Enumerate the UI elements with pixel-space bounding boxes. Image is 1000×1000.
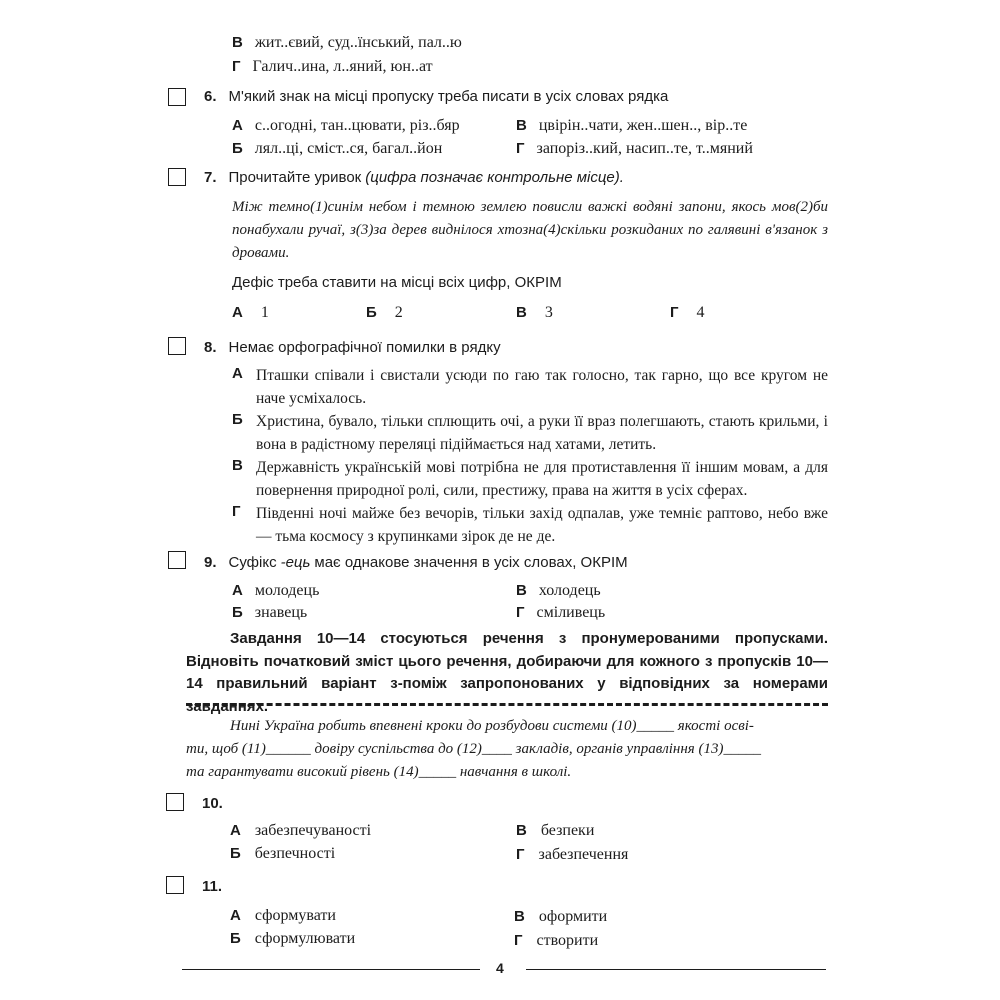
question-text: М'який знак на місці пропуску треба писати в усіх словах рядка xyxy=(228,88,669,105)
option-text: холодець xyxy=(538,582,601,599)
option-text: Південні ночі майже без вечорів, тільки захід одпалав, уже темніє раптово, небо вже — тьма космосу з крупинками зірок де не де. xyxy=(256,505,828,545)
dashed-divider xyxy=(186,703,828,706)
q9-stem xyxy=(204,554,628,572)
q10-option-b[interactable] xyxy=(230,845,335,863)
footer-rule-right xyxy=(526,969,826,970)
option-text: сформувати xyxy=(254,907,336,924)
option-letter: Б xyxy=(232,140,243,157)
option-letter: Г xyxy=(670,304,679,321)
q11-option-v[interactable] xyxy=(514,908,607,926)
q7-passage: Між темно(1)синім небом і темною землею повисли важкі водяні запони, якось мов(2)би понабухали ручаї, з(3)за дерев виднілося хтозна(4)скільки розкиданих по галявині в'язанок з дровами. xyxy=(232,199,828,261)
q9-option-v[interactable] xyxy=(516,582,601,600)
q10-option-a[interactable] xyxy=(230,822,371,840)
q6-option-v[interactable] xyxy=(516,117,747,135)
option-text: Христина, бувало, тільки сплющить очі, а руки її враз полегшають, стають крильми, і вона в радістному переляці підіймається над хатами, летить. xyxy=(256,413,828,453)
option-letter: А xyxy=(232,582,243,599)
q7-question: Дефіс треба ставити на місці всіх цифр, ОКРІМ xyxy=(232,274,562,291)
option-text: Пташки співали і свистали усюди по гаю так голосно, так гарно, що все кругом не наче усміхалось. xyxy=(256,367,828,407)
q7-option-v[interactable] xyxy=(516,304,553,322)
question-text: Прочитайте уривок xyxy=(228,169,362,186)
q7-option-b[interactable] xyxy=(366,304,403,322)
q9-answer-checkbox[interactable] xyxy=(168,551,186,569)
q10-option-g[interactable] xyxy=(516,846,628,864)
option-text: лял..ці, сміст..ся, багал..йон xyxy=(254,140,443,157)
q10-answer-checkbox[interactable] xyxy=(166,793,184,811)
q7-option-a[interactable] xyxy=(232,304,269,322)
option-text: безпеки xyxy=(540,822,595,839)
option-text: молодець xyxy=(254,582,320,599)
option-letter: Б xyxy=(232,411,243,428)
q9-option-a[interactable] xyxy=(232,582,319,600)
q5-option-g[interactable] xyxy=(232,58,433,76)
option-text: Державність українській мові потрібна не для протиставлення її іншим мовам, а для повернення природної ролі, сили, престижу, права на життя в усіх сферах. xyxy=(256,459,828,499)
q7-stem xyxy=(204,169,624,187)
q8-option-b[interactable] xyxy=(232,410,828,456)
option-letter: Б xyxy=(366,304,377,321)
q6-option-g[interactable] xyxy=(516,140,753,158)
option-text: безпечності xyxy=(254,845,336,862)
option-letter: Г xyxy=(514,932,523,949)
option-text: 3 xyxy=(544,304,553,321)
option-letter: Г xyxy=(516,846,525,863)
q5-option-v[interactable] xyxy=(232,34,462,52)
page-number: 4 xyxy=(496,960,504,976)
q6-option-a[interactable] xyxy=(232,117,460,135)
option-letter: А xyxy=(230,907,241,924)
question-number: 9. xyxy=(204,554,217,571)
question-number: 11. xyxy=(202,878,223,895)
question-number: 10. xyxy=(202,795,223,812)
option-text: сформулювати xyxy=(254,930,356,947)
q11-option-b[interactable] xyxy=(230,930,355,948)
option-letter: В xyxy=(516,582,527,599)
q8-option-a[interactable] xyxy=(232,364,828,410)
q11-option-g[interactable] xyxy=(514,932,598,950)
option-letter: Г xyxy=(516,604,525,621)
option-letter: В xyxy=(232,457,243,474)
option-letter: А xyxy=(232,117,243,134)
option-text: Галич..ина, л..яний, юн..ат xyxy=(252,58,433,75)
q6-option-b[interactable] xyxy=(232,140,442,158)
option-letter: А xyxy=(230,822,241,839)
option-letter: Б xyxy=(230,930,241,947)
option-text: жит..євий, суд..їнський, пал..ю xyxy=(254,34,462,51)
passage-line-3: та гарантувати високий рівень (14)_____ навчання в школі. xyxy=(186,764,572,780)
q9-option-b[interactable] xyxy=(232,604,307,622)
question-text-pre: Суфікс xyxy=(228,554,277,571)
option-letter: В xyxy=(232,34,243,51)
question-text-post: має однакове значення в усіх словах, ОКРІМ xyxy=(314,554,628,571)
q7-answer-checkbox[interactable] xyxy=(168,168,186,186)
option-letter: Г xyxy=(516,140,525,157)
option-text: цвірін..чати, жен..шен.., вір..те xyxy=(538,117,748,134)
option-text: запоріз..кий, насип..те, т..мяний xyxy=(536,140,753,157)
option-letter: Г xyxy=(232,503,241,520)
option-letter: А xyxy=(232,304,243,321)
option-text: забезпечення xyxy=(538,846,629,863)
option-letter: Г xyxy=(232,58,241,75)
question-text: Немає орфографічної помилки в рядку xyxy=(228,339,501,356)
option-text: оформити xyxy=(538,908,608,925)
passage-line-2: ти, щоб (11)______ довіру суспільства до (12)____ закладів, органів управління (13)_____ xyxy=(186,741,762,757)
q6-stem xyxy=(204,88,668,106)
question-number: 8. xyxy=(204,339,217,356)
q11-option-a[interactable] xyxy=(230,907,336,925)
q8-option-v[interactable] xyxy=(232,456,828,502)
tasks-10-14-instruction: Завдання 10—14 стосуються речення з пронумерованими пропусками. Відновіть початковий зміст цього речення, добираючи для кожного з пропусків 10—14 правильний варіант з-поміж запропонованих у відповідних за номерами завданнях. xyxy=(186,630,828,715)
question-number: 7. xyxy=(204,169,217,186)
question-number: 6. xyxy=(204,88,217,105)
q8-option-g[interactable] xyxy=(232,502,828,548)
q10-option-v[interactable] xyxy=(516,822,594,840)
question-note: (цифра позначає контрольне місце). xyxy=(365,169,624,186)
passage-line-1: Нині Україна робить впевнені кроки до розбудови системи (10)_____ якості осві- xyxy=(230,718,754,734)
q8-stem xyxy=(204,339,501,357)
option-letter: Б xyxy=(230,845,241,862)
option-letter: Б xyxy=(232,604,243,621)
option-text: 1 xyxy=(260,304,269,321)
option-text: забезпечуваності xyxy=(254,822,372,839)
option-text: 4 xyxy=(696,304,705,321)
q11-answer-checkbox[interactable] xyxy=(166,876,184,894)
option-text: створити xyxy=(536,932,599,949)
q6-answer-checkbox[interactable] xyxy=(168,88,186,106)
option-letter: В xyxy=(516,304,527,321)
option-letter: А xyxy=(232,365,243,382)
q8-answer-checkbox[interactable] xyxy=(168,337,186,355)
option-text: 2 xyxy=(394,304,403,321)
q7-option-g[interactable] xyxy=(670,304,705,322)
question-suffix: -ець xyxy=(280,554,311,571)
option-text: с..огодні, тан..цювати, різ..бяр xyxy=(254,117,460,134)
option-letter: В xyxy=(516,822,527,839)
option-letter: В xyxy=(516,117,527,134)
footer-rule-left xyxy=(182,969,480,970)
option-text: сміливець xyxy=(536,604,606,621)
option-text: знавець xyxy=(254,604,308,621)
q9-option-g[interactable] xyxy=(516,604,605,622)
option-letter: В xyxy=(514,908,525,925)
